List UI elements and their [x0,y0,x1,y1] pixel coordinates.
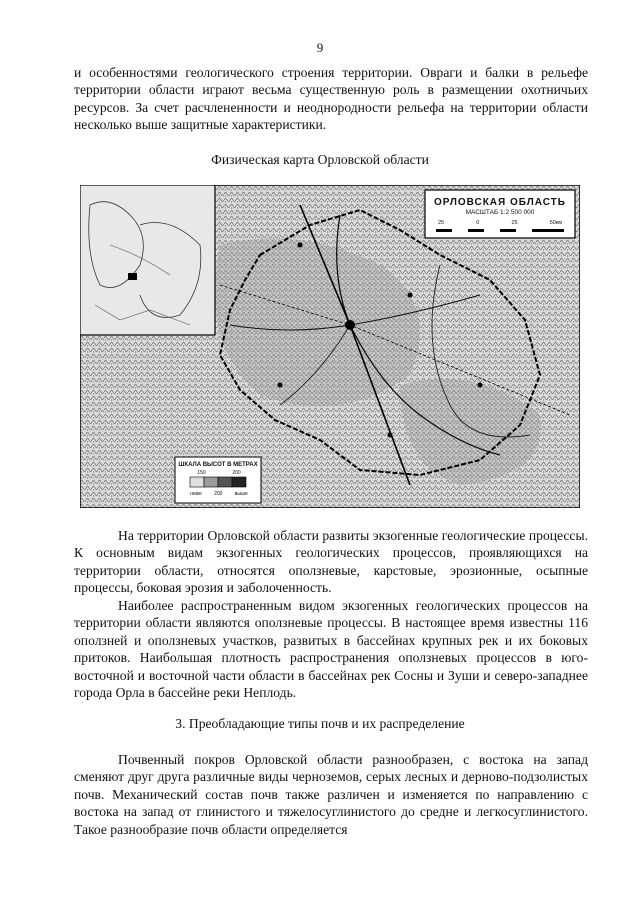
scale-tick: 0 [476,220,480,226]
map-scale-ticks [438,220,562,226]
page-number: 9 [316,40,324,55]
city-marker [345,320,355,330]
scale-tick: 50км [549,220,562,226]
legend-label: 200 [214,491,223,497]
legend-range: 200 [232,470,241,476]
elevation-legend-title: ШКАЛА ВЫСОТ В МЕТРАХ [178,462,258,468]
figure-caption: Физическая карта Орловской области [211,152,429,167]
scale-tick: 25 [438,220,445,226]
elevation-legend-bottom [184,491,254,497]
inset-map [80,185,215,335]
paragraph-soil-cover: Почвенный покров Орловской области разнообразен, с востока на запад сменяют друг друга различные виды черноземов, серых лесных и дерново-подзолистых почв. Механический состав почв также различен и изменяется по направлению с востока на запад от глинистого и тяжелосуглинистого до средне и легкосуглинистого. Такое разнообразие почв области определяется [74,752,588,837]
section-heading: 3. Преобладающие типы почв и их распределение [175,716,465,731]
map-image [80,185,580,508]
scale-tick: 25 [511,220,518,226]
legend-label: выше [234,491,248,497]
paragraph-landslides: Наиболее распространенным видом экзогенных геологических процессов на территории области являются оползневые процессы. В настоящее время известны 116 оползней и оползневых участков, развитых в бассейнах крупных рек и их боковых притоков. Наибольшая плотность распространения оползневых процессов в юго-восточной и восточной части области в бассейнах рек Сосны и Зуши и северо-западнее города Орла в бассейне реки Неплодь. [74,598,588,701]
legend-label: ниже [190,491,202,497]
physical-map-figure [80,185,580,508]
map-title: ОРЛОВСКАЯ ОБЛАСТЬ [434,197,566,208]
map-scale: МАСШТАБ 1:2 500 000 [465,209,535,216]
paragraph-exogenous-processes: На территории Орловской области развиты экзогенные геологические процессы. К основным видам экзогенных геологических процессов, проявляющихся на территории области, относятся оползневые, карстовые, эрозионные, осыпные процессы, боковая эрозия и заболоченность. [74,528,588,596]
legend-range: 150 [197,470,206,476]
intro-paragraph: и особенностями геологического строения территории. Овраги и балки в рельефе территории области играют весьма существенную роль в размещении охотничьих ресурсов. За счет расчлененности и неоднородности рельефа на территории области несколько выше защитные характеристики. [74,65,588,133]
elevation-legend-ranges [184,470,254,476]
